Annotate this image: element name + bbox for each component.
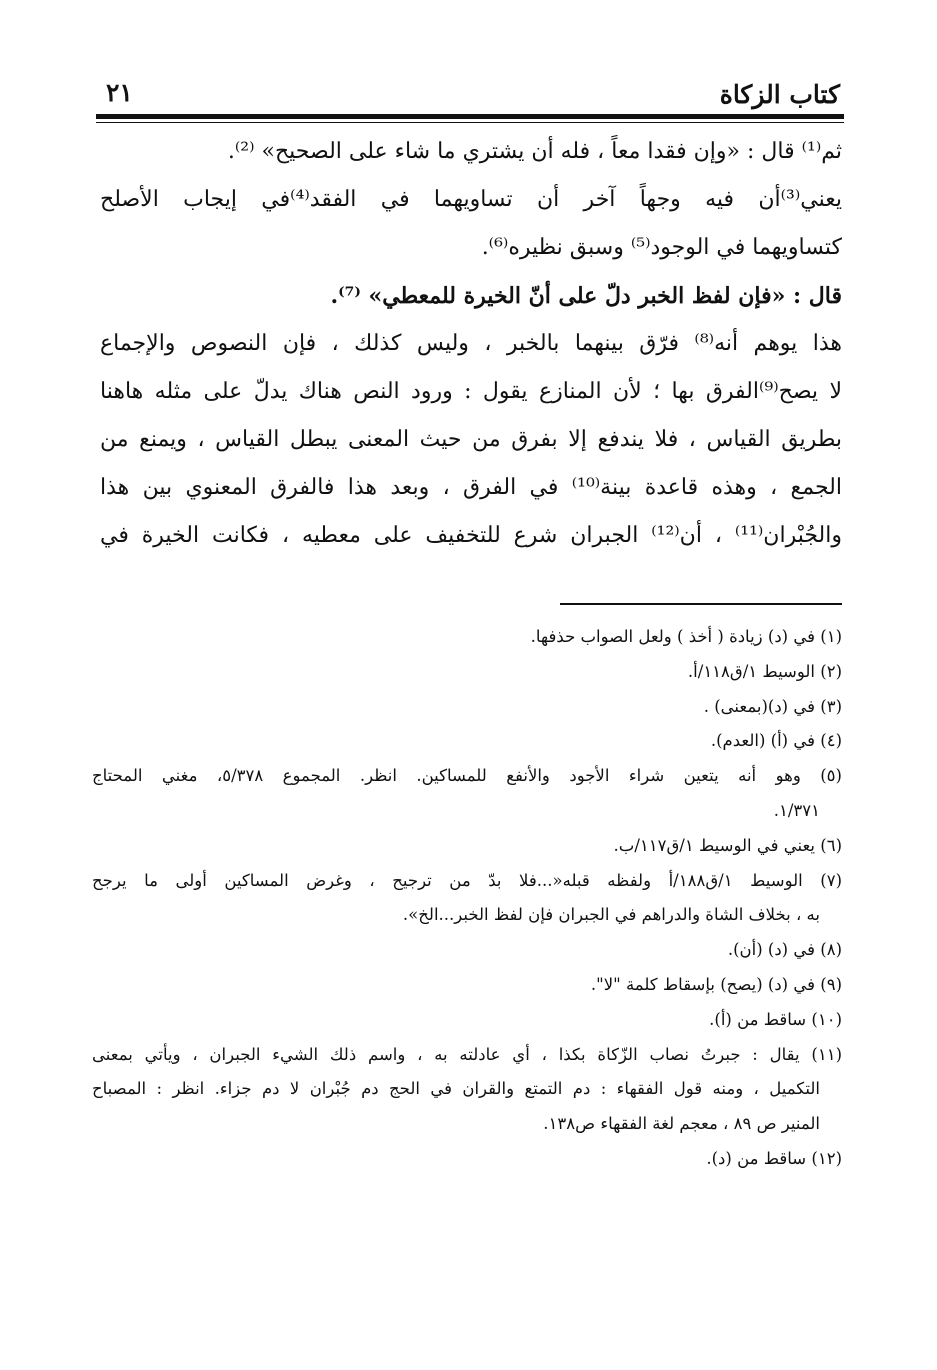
header-rule-thin <box>96 122 844 123</box>
text-line: والجُبْران⁽¹¹⁾ ، أن⁽¹²⁾ الجبران شرع للتخفيف على معطيه ، فكانت الخيرة في <box>100 523 842 548</box>
footnote-line: (١) في (د) زيادة ( أخذ ) ولعل الصواب حذفها. <box>530 627 842 646</box>
footnote-line: (٦) يعني في الوسيط ١/ق١١٧/ب. <box>613 835 842 855</box>
footnote-line: (٤) في (أ) (العدم). <box>710 731 842 751</box>
footnote-line: (١١) يقال : جبرتُ نصاب الزّكاة بكذا ، أي عادلته به ، واسم ذلك الشيء الجبران ، ويأتي بمعنى <box>92 1044 842 1064</box>
footnote-line: (٧) الوسيط ١/ق١٨٨/أ ولفظه قبله«...فلا بدّ من ترجيح ، وغرض المساكين أولى ما يرجح <box>92 870 842 890</box>
footnote-line: (١٠) ساقط من (أ). <box>709 1009 842 1029</box>
text-line: يعني⁽³⁾أن فيه وجهاً آخر أن تساويهما في الفقد⁽⁴⁾في إيجاب الأصلح <box>100 187 842 212</box>
text-line: قال : «فإن لفظ الخبر دلّ على أنّ الخيرة للمعطي» ⁽⁷⁾. <box>330 283 842 309</box>
footnote-line: ١/٣٧١. <box>773 800 820 820</box>
main-text <box>100 128 842 560</box>
page-header <box>96 72 844 116</box>
header-rule-thick <box>96 114 844 119</box>
footnote-line: (٩) في (د) (يصح) بإسقاط كلمة "لا". <box>590 974 842 994</box>
book-title: كتاب الزكاة <box>719 80 840 109</box>
footnotes <box>92 620 842 1177</box>
footnote-divider <box>560 603 842 605</box>
footnote-line: (٣) في (د)(بمعنى) . <box>703 696 842 716</box>
text-line: لا يصح⁽⁹⁾الفرق بها ؛ لأن المنازع يقول : ورود النص هناك يدلّ على مثله هاهنا <box>100 379 842 404</box>
page-number: ٢١ <box>106 78 133 107</box>
text-line: هذا يوهم أنه⁽⁸⁾ فرّق بينهما بالخبر ، وليس كذلك ، فإن النصوص والإجماع <box>100 331 842 356</box>
footnote-line: المنير ص ٨٩ ، معجم لغة الفقهاء ص١٣٨. <box>543 1114 820 1134</box>
text-line: الجمع ، وهذه قاعدة بينة⁽¹⁰⁾ في الفرق ، وبعد هذا فالفرق المعنوي بين هذا <box>100 475 842 500</box>
footnote-line: (٨) في (د) (أن). <box>727 940 842 960</box>
text-line: ثم⁽¹⁾ قال : «وإن فقدا معاً ، فله أن يشتري ما شاء على الصحيح» ⁽²⁾. <box>227 139 842 164</box>
text-line: كتساويهما في الوجود⁽⁵⁾ وسبق نظيره⁽⁶⁾. <box>481 235 842 260</box>
footnote-line: (١٢) ساقط من (د). <box>706 1148 842 1168</box>
text-line: بطريق القياس ، فلا يندفع إلا بفرق من حيث المعنى يبطل القياس ، ويمنع من <box>100 427 842 452</box>
footnote-line: به ، بخلاف الشاة والدراهم في الجبران فإن لفظ الخبر...الخ». <box>402 905 820 925</box>
footnote-line: التكميل ، ومنه قول الفقهاء : دم التمتع والقران في الحج دم جُبْران لا دم جزاء. انظر : المصباح <box>92 1079 820 1099</box>
footnote-line: (٢) الوسيط ١/ق١١٨/أ. <box>687 661 842 681</box>
footnote-line: (٥) وهو أنه يتعين شراء الأجود والأنفع للمساكين. انظر. المجموع ٥/٣٧٨، مغني المحتاج <box>92 766 842 786</box>
